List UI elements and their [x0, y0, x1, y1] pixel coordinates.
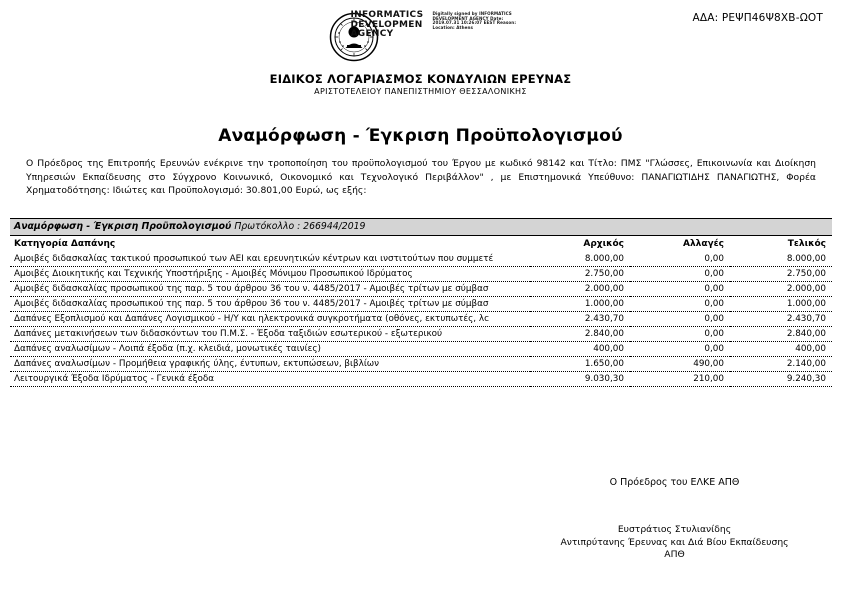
- table-row: [10, 327, 832, 342]
- page-title: Αναμόρφωση - Έγκριση Προϋπολογισμού: [218, 126, 623, 146]
- cell-changes: 0,00: [630, 252, 730, 267]
- budget-table-section: [10, 218, 832, 387]
- cell-final: 400,00: [730, 342, 832, 357]
- cell-category: Αμοιβές διδασκαλίας προσωπικού της παρ. 5 του άρθρου 36 του ν. 4485/2017 - Αμοιβές τρίτων με σύμβασ: [10, 282, 530, 297]
- organization-name: ΕΙΔΙΚΟΣ ΛΟΓΑΡΙΑΣΜΟΣ ΚΟΝΔΥΛΙΩΝ ΕΡΕΥΝΑΣ: [269, 72, 572, 86]
- budget-table-body: [10, 252, 832, 387]
- cell-initial: 8.000,00: [530, 252, 630, 267]
- column-header-changes: Αλλαγές: [682, 239, 724, 249]
- table-row: [10, 267, 832, 282]
- cell-final: 2.840,00: [730, 327, 832, 342]
- cell-category: Δαπάνες αναλωσίμων - Λοιπά έξοδα (π.χ. κλειδιά, μονωτικές ταινίες): [10, 342, 530, 357]
- cell-initial: 400,00: [530, 342, 630, 357]
- signer-organization: ΑΠΘ: [664, 549, 685, 560]
- table-row: [10, 357, 832, 372]
- column-header-final: Τελικός: [787, 239, 826, 249]
- cell-final: 1.000,00: [730, 297, 832, 312]
- column-header-category: Κατηγορία Δαπάνης: [14, 239, 116, 249]
- stamp-signature-details: Digitally signed by INFORMATICS DEVELOPMENT AGENCY Date: 2019.07.31 10:26:07 EEST Reason: Location: Athens: [432, 11, 517, 30]
- table-caption-protocol: Πρωτόκολλο : 266944/2019: [234, 221, 366, 232]
- ada-code: ΑΔΑ: ΡΕΨΠ46Ψ8ΧΒ-ΩΟΤ: [692, 12, 823, 24]
- cell-category: Δαπάνες Εξοπλισμού και Δαπάνες Λογισμικού - Η/Υ και ηλεκτρονικά συγκροτήματα (οθόνες, εκτυπωτές, λc: [10, 312, 530, 327]
- cell-final: 2.430,70: [730, 312, 832, 327]
- circular-university-seal-icon: [329, 12, 379, 62]
- cell-final: 2.750,00: [730, 267, 832, 282]
- cell-final: 2.140,00: [730, 357, 832, 372]
- cell-initial: 2.750,00: [530, 267, 630, 282]
- table-row: [10, 342, 832, 357]
- table-caption: [10, 218, 832, 236]
- cell-category: Αμοιβές Διοικητικής και Τεχνικής Υποστήριξης - Αμοιβές Μόνιμου Προσωπικού Ιδρύματος: [10, 267, 530, 282]
- cell-changes: 0,00: [630, 297, 730, 312]
- signer-title-text: Ο Πρόεδρος του ΕΛΚΕ ΑΠΘ: [609, 477, 740, 488]
- seal-and-stamp: [321, 8, 521, 70]
- cell-initial: 2.430,70: [530, 312, 630, 327]
- table-row: [10, 282, 832, 297]
- cell-category: Δαπάνες μετακινήσεων των διδασκόντων του Π.Μ.Σ. - Έξοδα ταξιδιών εσωτερικού - εξωτερικού: [10, 327, 530, 342]
- table-caption-title: Αναμόρφωση - Έγκριση Προϋπολογισμού: [14, 221, 232, 232]
- cell-initial: 1.650,00: [530, 357, 630, 372]
- organization-subtitle: ΑΡΙΣΤΟΤΕΛΕΙΟΥ ΠΑΝΕΠΙΣΤΗΜΙΟΥ ΘΕΣΣΑΛΟΝΙΚΗΣ: [314, 87, 527, 96]
- intro-paragraph: Ο Πρόεδρος της Επιτροπής Ερευνών ενέκρινε την τροποποίηση του προϋπολογισμού του Έργου με κωδικό 98142 και Τίτλο: ΠΜΣ "Γλώσσες, Επικοινωνία και Διοίκηση Υπηρεσιών Εκπαίδευσης στο Σύγχρονο Κοινωνικό, Οικονομικό και Τεχνολογικό Περιβάλλον" , με Επιστημονικά Υπεύθυνο: ΠΑΝΑΓΙΩΤΙΔΗΣ ΠΑΝΑΓΙΩΤΗΣ, Φορέα Χρηματοδότησης: Ιδιώτες και Προϋπολογισμό: 30.801,00 Ευρώ, ως εξής:: [26, 158, 816, 197]
- table-row: [10, 372, 832, 387]
- cell-changes: 0,00: [630, 312, 730, 327]
- cell-changes: 0,00: [630, 282, 730, 297]
- cell-changes: 0,00: [630, 267, 730, 282]
- cell-category: Αμοιβές διδασκαλίας τακτικού προσωπικού των ΑΕΙ και ερευνητικών κέντρων και ινστιτούτων που συμμετέ: [10, 252, 530, 267]
- cell-final: 9.240,30: [730, 372, 832, 387]
- budget-table: [10, 236, 832, 387]
- cell-initial: 1.000,00: [530, 297, 630, 312]
- signature-block: [0, 524, 841, 562]
- cell-category: Αμοιβές διδασκαλίας προσωπικού της παρ. 5 του άρθρου 36 του ν. 4485/2017 - Αμοιβές τρίτων με σύμβασ: [10, 297, 530, 312]
- cell-category: Δαπάνες αναλωσίμων - Προμήθεια γραφικής ύλης, έντυπων, εκτυπώσεων, βιβλίων: [10, 357, 530, 372]
- cell-category: Λειτουργικά Έξοδα Ιδρύματος - Γενικά έξοδα: [10, 372, 530, 387]
- cell-changes: 0,00: [630, 327, 730, 342]
- signer-role: Αντιπρύτανης Έρευνας και Διά Βίου Εκπαίδευσης: [560, 536, 789, 548]
- cell-initial: 2.000,00: [530, 282, 630, 297]
- table-row: [10, 252, 832, 267]
- signer-title: [0, 477, 841, 488]
- table-row: [10, 312, 832, 327]
- cell-initial: 2.840,00: [530, 327, 630, 342]
- cell-changes: 210,00: [630, 372, 730, 387]
- signer-name: Ευστράτιος Στυλιανίδης: [617, 524, 732, 535]
- cell-final: 2.000,00: [730, 282, 832, 297]
- cell-changes: 0,00: [630, 342, 730, 357]
- cell-final: 8.000,00: [730, 252, 832, 267]
- document-header: [0, 8, 841, 96]
- column-header-initial: Αρχικός: [583, 239, 624, 249]
- table-header-row: [10, 236, 832, 252]
- stamp-agency-name: INFORMATICS DEVELOPMEN AGENCY: [350, 10, 424, 39]
- cell-initial: 9.030,30: [530, 372, 630, 387]
- table-row: [10, 297, 832, 312]
- cell-changes: 490,00: [630, 357, 730, 372]
